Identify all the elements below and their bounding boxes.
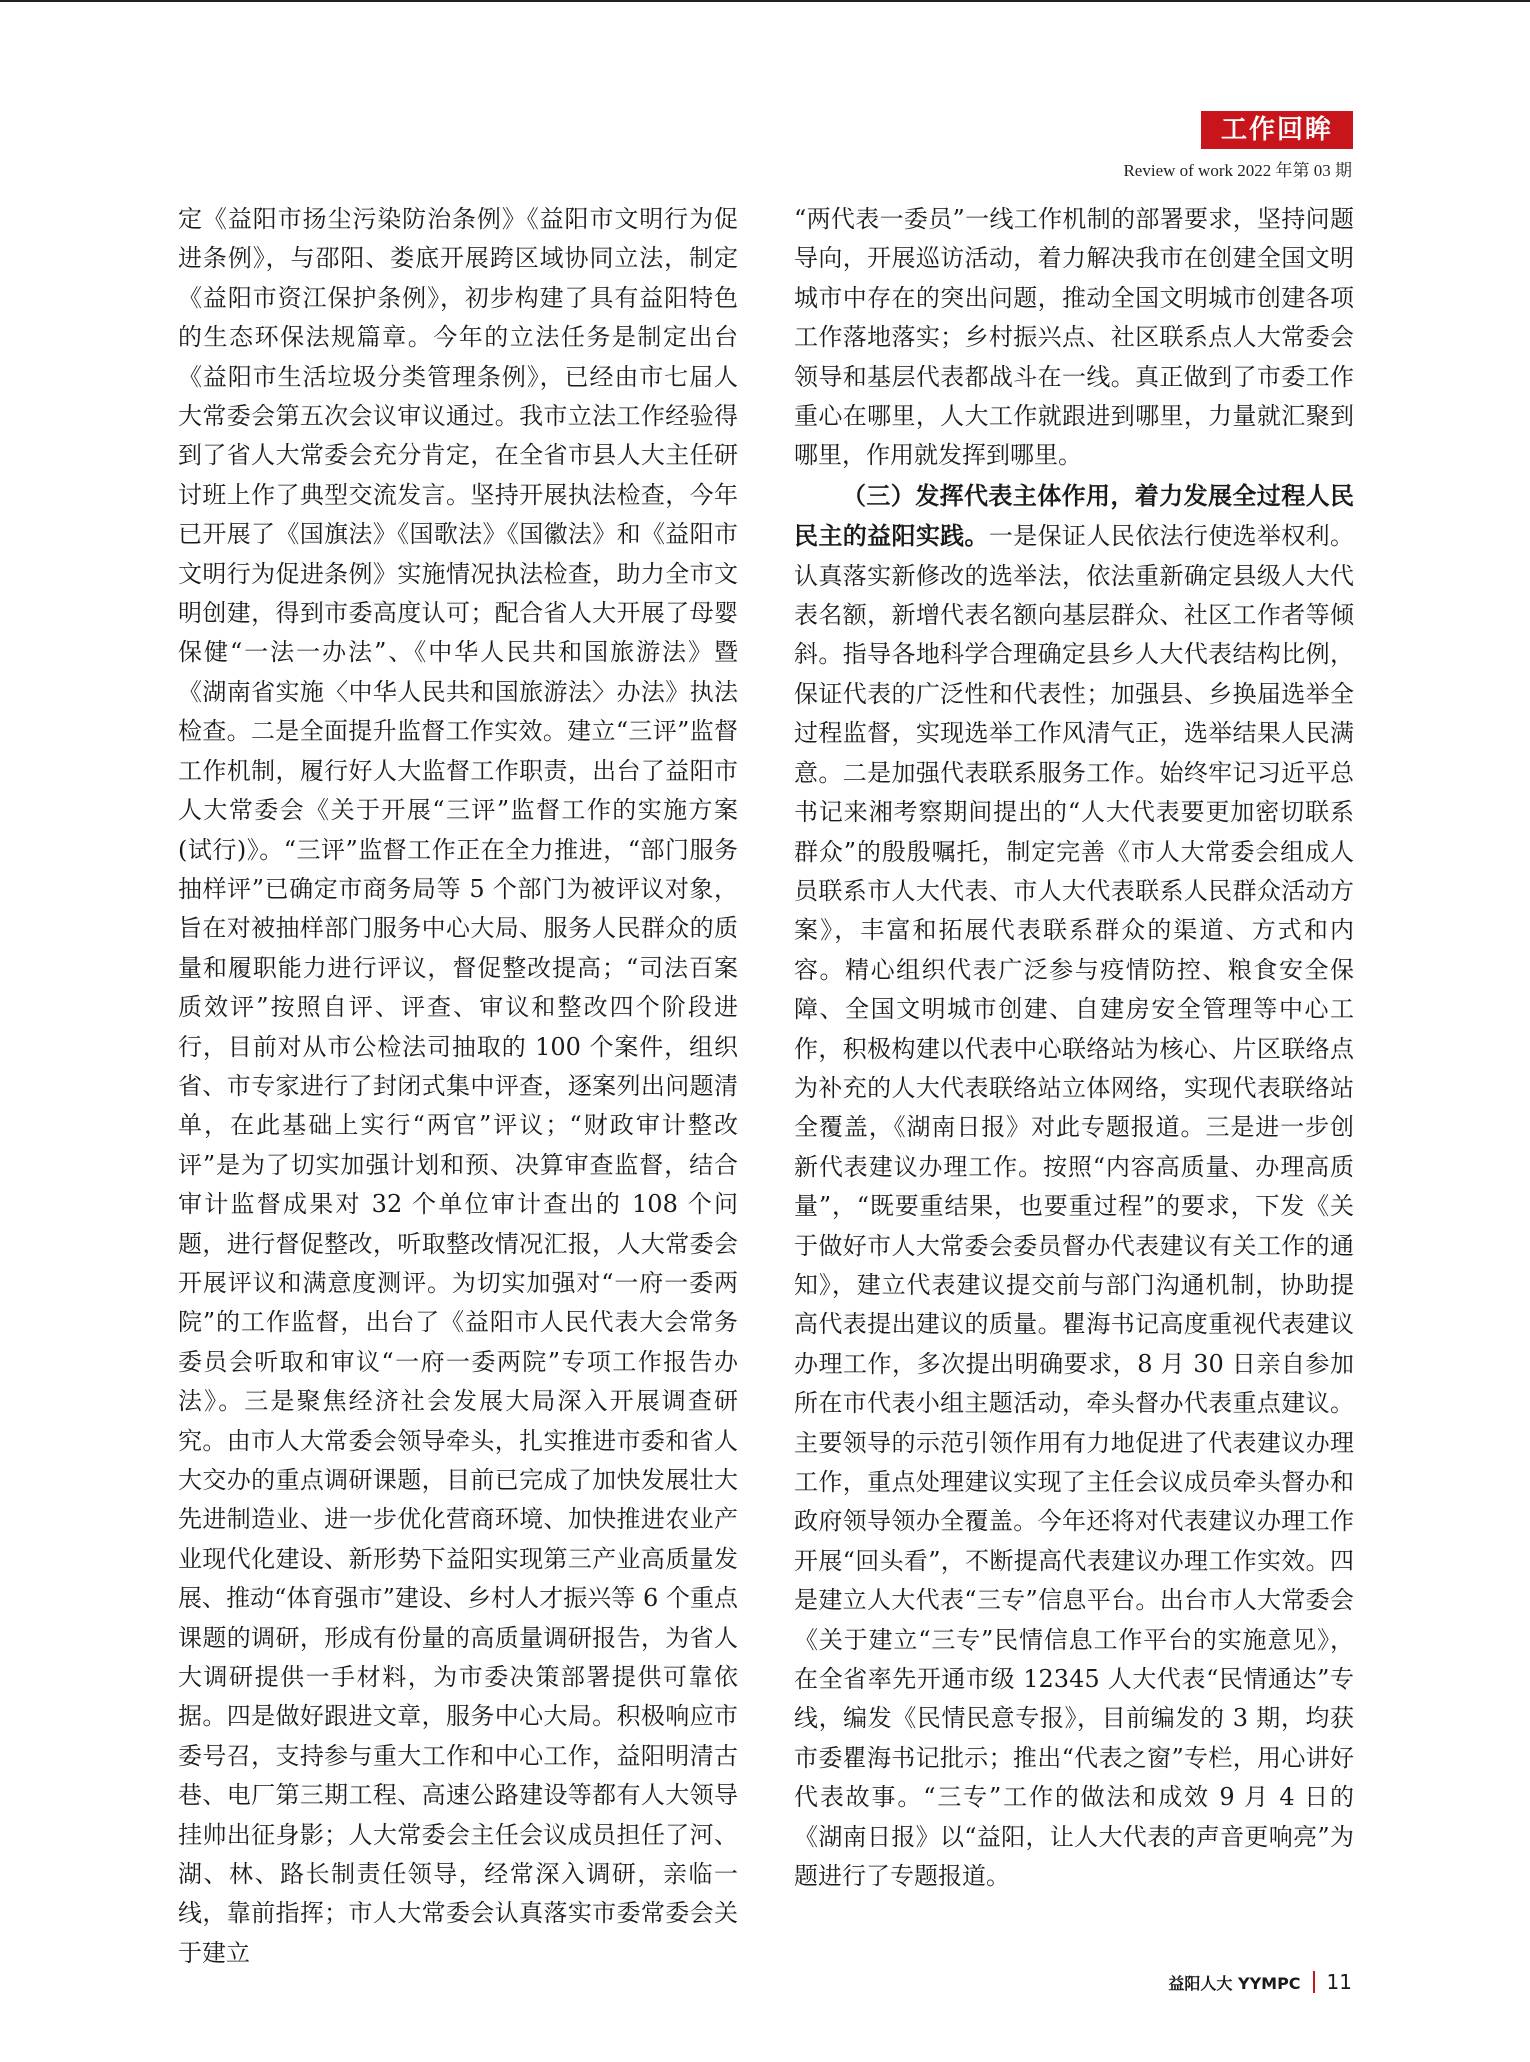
paragraph: “两代表一委员”一线工作机制的部署要求，坚持问题导向，开展巡访活动，着力解决我市在创建全国文明城市中存在的突出问题，推动全国文明城市创建各项工作落地落实；乡村振兴点、社区联系点人大常委会领导和基层代表都战斗在一线。真正做到了市委工作重心在哪里，人大工作就跟进到哪里，力量就汇聚到哪里，作用就发挥到哪里。 <box>794 205 1354 470</box>
paragraph: 定《益阳市扬尘污染防治条例》《益阳市文明行为促进条例》，与邵阳、娄底开展跨区域协同立法，制定《益阳市资江保护条例》，初步构建了具有益阳特色的生态环保法规篇章。今年的立法任务是制定出台《益阳市生活垃圾分类管理条例》，已经由市七届人大常委会第五次会议审议通过。我市立法工作经验得到了省人大常委会充分肯定，在全省市县人大主任研讨班上作了典型交流发言。坚持开展执法检查，今年已开展了《国旗法》《国歌法》《国徽法》和《益阳市文明行为促进条例》实施情况执法检查，助力全市文明创建，得到市委高度认可；配合省人大开展了母婴保健“一法一办法”、《中华人民共和国旅游法》暨《湖南省实施〈中华人民共和国旅游法〉办法》执法检查。二是全面提升监督工作实效。建立“三评”监督工作机制，履行好人大监督工作职责，出台了益阳市人大常委会《关于开展“三评”监督工作的实施方案(试行)》。“三评”监督工作正在全力推进，“部门服务抽样评”已确定市商务局等 5 个部门为被评议对象，旨在对被抽样部门服务中心大局、服务人民群众的质量和履职能力进行评议，督促整改提高；“司法百案质效评”按照自评、评查、审议和整改四个阶段进行，目前对从市公检法司抽取的 100 个案件，组织省、市专家进行了封闭式集中评查，逐案列出问题清单，在此基础上实行“两官”评议；“财政审计整改评”是为了切实加强计划和预、决算审查监督，结合审计监督成果对 32 个单位审计查出的 108 个问题，进行督促整改，听取整改情况汇报，人大常委会开展评议和满意度测评。为切实加强对“一府一委两院”的工作监督，出台了《益阳市人民代表大会常务委员会听取和审议“一府一委两院”专项工作报告办法》。三是聚焦经济社会发展大局深入开展调查研究。由市人大常委会领导牵头，扎实推进市委和省人大交办的重点调研课题，目前已完成了加快发展壮大先进制造业、进一步优化营商环境、加快推进农业产业现代化建设、新形势下益阳实现第三产业高质量发展、推动“体育强市”建设、乡村人才振兴等 6 个重点课题的调研，形成有份量的高质量调研报告，为省人大调研提供一手材料，为市委决策部署提供可靠依据。四是做好跟进文章，服务中心大局。积极响应市委号召，支持参与重大工作和中心工作，益阳明清古巷、电厂第三期工程、高速公路建设等都有人大领导挂帅出征身影；人大常委会主任会议成员担任了河、湖、林、路长制责任领导，经常深入调研，亲临一线，靠前指挥；市人大常委会认真落实市委常委会关于建立 <box>178 205 738 1967</box>
footer-brand: 益阳人大 YYMPC <box>1168 1973 1301 1993</box>
paragraph <box>794 476 1354 1897</box>
page-number: 11 <box>1326 1970 1352 1994</box>
issue-info: Review of work 2022 年第 03 期 <box>1123 161 1352 180</box>
left-column <box>178 200 738 1973</box>
footer-divider <box>1313 1971 1315 1993</box>
top-border-rule <box>0 0 1530 2</box>
paragraph-body: 一是保证人民依法行使选举权利。认真落实新修改的选举法，依法重新确定县级人大代表名额，新增代表名额向基层群众、社区工作者等倾斜。指导各地科学合理确定县乡人大代表结构比例，保证代表的广泛性和代表性；加强县、乡换届选举全过程监督，实现选举工作风清气正，选举结果人民满意。二是加强代表联系服务工作。始终牢记习近平总书记来湘考察期间提出的“人大代表要更加密切联系群众”的殷殷嘱托，制定完善《市人大常委会组成人员联系市人大代表、市人大代表联系人民群众活动方案》，丰富和拓展代表联系群众的渠道、方式和内容。精心组织代表广泛参与疫情防控、粮食安全保障、全国文明城市创建、自建房安全管理等中心工作，积极构建以代表中心联络站为核心、片区联络点为补充的人大代表联络站立体网络，实现代表联络站全覆盖，《湖南日报》对此专题报道。三是进一步创新代表建议办理工作。按照“内容高质量、办理高质量”，“既要重结果，也要重过程”的要求，下发《关于做好市人大常委会委员督办代表建议有关工作的通知》，建立代表建议提交前与部门沟通机制，协助提高代表提出建议的质量。瞿海书记高度重视代表建议办理工作，多次提出明确要求，8 月 30 日亲自参加所在市代表小组主题活动，牵头督办代表重点建议。主要领导的示范引领作用有力地促进了代表建议办理工作，重点处理建议实现了主任会议成员牵头督办和政府领导领办全覆盖。今年还将对代表建议办理工作开展“回头看”，不断提高代表建议办理工作实效。四是建立人大代表“三专”信息平台。出台市人大常委会《关于建立“三专”民情信息工作平台的实施意见》，在全省率先开通市级 12345 人大代表“民情通达”专线，编发《民情民意专报》，目前编发的 3 期，均获市委瞿海书记批示；推出“代表之窗”专栏，用心讲好代表故事。“三专”工作的做法和成效 9 月 4 日的《湖南日报》以“益阳，让人大代表的声音更响亮”为题进行了专题报道。 <box>794 522 1355 1891</box>
section-badge: 工作回眸 <box>1201 111 1353 149</box>
right-column <box>794 200 1354 1896</box>
page-footer <box>1168 1968 1352 1996</box>
section-heading: （三）发挥代表主体作用，着力发展全过程人民民主的益阳实践。 <box>794 480 1354 551</box>
